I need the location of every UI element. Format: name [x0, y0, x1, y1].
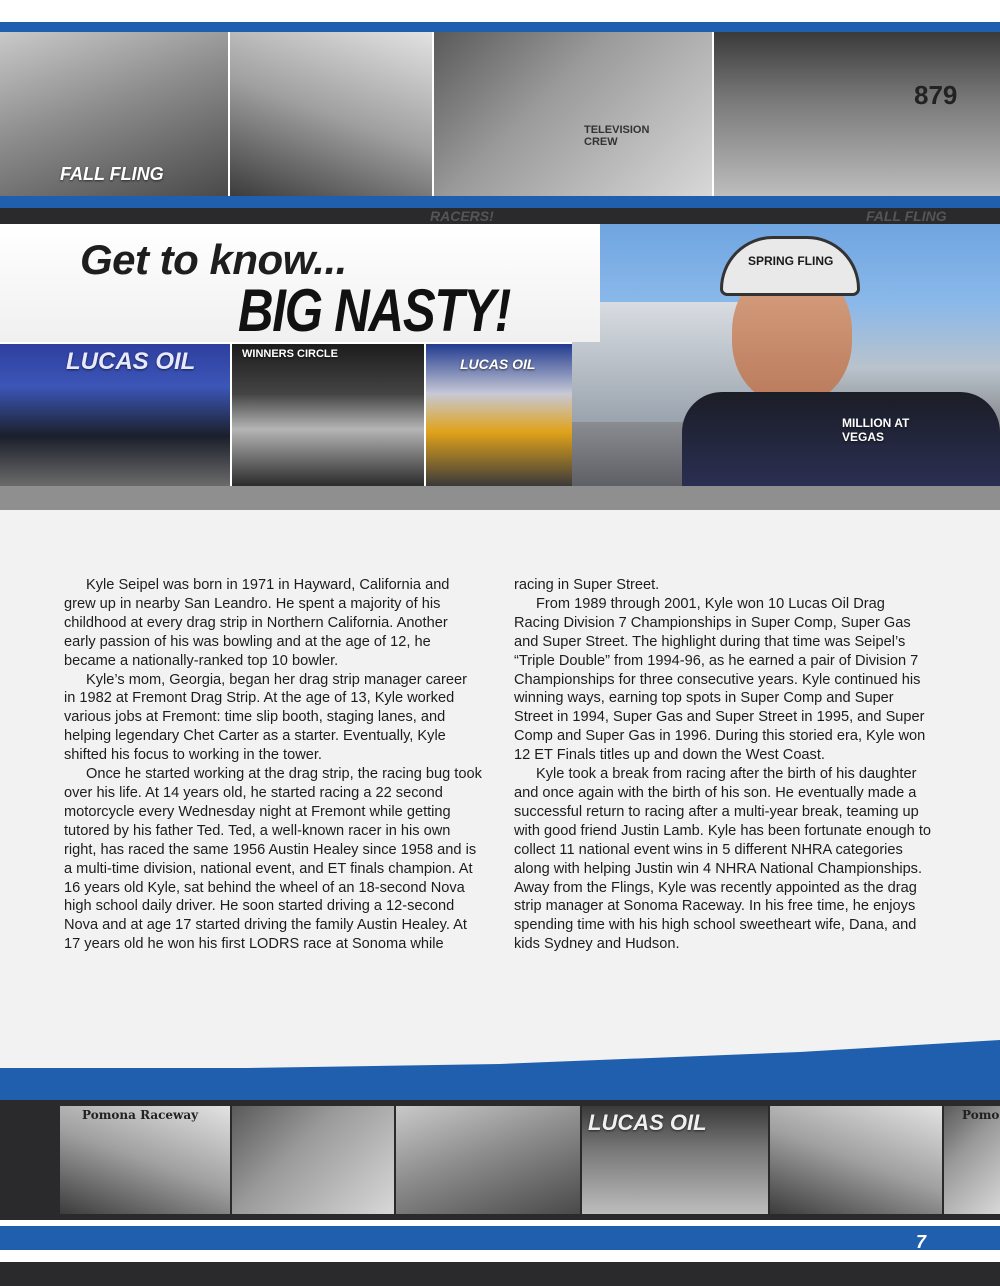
mid-photo-1-label: LUCAS OIL	[66, 348, 196, 375]
article-paragraph: Once he started working at the drag strip, the racing bug took over his life. At 14 years old, he started racing a 22 second motorcycle every Wednesday night at Fremont while getting tutored by his father Ted. Ted, a well-known racer in his own right, has raced the same 1956 Austin Healey since 1958 and is a multi-time division, national event, and ET finals champion. At 16 years old Kyle, sat behind the wheel of an 18-second Nova high school daily driver. He soon started driving a 12-second Nova and at age 17 started driving the family Austin Healey. At 17 years old he won his first LODRS race at Sonoma while	[64, 766, 482, 953]
mid-photo-2	[232, 344, 424, 486]
mid-photo-2-label: WINNERS CIRCLE	[242, 348, 338, 360]
top-photo-3	[434, 32, 712, 196]
mid-gray-band	[0, 486, 1000, 512]
top-photo-3-label: TELEVISION CREW	[584, 124, 650, 148]
bottom-blue-band	[0, 1068, 1000, 1100]
bottom-photo-6-label: Pomo	[962, 1108, 1000, 1122]
racers-banner	[0, 208, 1000, 224]
bottom-photo-5	[770, 1106, 942, 1214]
title-big-nasty: BIG NASTY!	[238, 277, 510, 344]
article-paragraph: Kyle took a break from racing after the birth of his daughter and once again with the birth of his son. He eventually made a successful return to racing after a multi-year break, teaming up with good friend Justin Lamb. Kyle has been fortunate enough to collect 11 national event wins in 5 different NHRA categories along with helping Justin win 4 NHRA National Championships. Away from the Flings, Kyle was recently appointed as the drag strip manager at Sonoma Raceway. In his free time, he enjoys spending time with his high school sweetheart wife, Dana, and kids Sydney and Hudson.	[514, 766, 932, 953]
hero-cap-text: SPRING FLING	[748, 254, 834, 268]
hero-photo	[572, 224, 1000, 486]
page-number-bar	[0, 1226, 1000, 1250]
article-column-right	[514, 576, 934, 954]
footer-dark-bar	[0, 1262, 1000, 1286]
top-accent-bar	[0, 22, 1000, 32]
article-paragraph: Kyle’s mom, Georgia, began her drag strip manager career in 1982 at Fremont Drag Strip. At the age of 13, Kyle worked various jobs at Fremont: time slip booth, staging lanes, and helping legendary Chet Carter as a starter. Eventually, Kyle shifted his focus to working in the tower.	[64, 671, 467, 764]
article-paragraph-continued: racing in Super Street.	[514, 577, 660, 593]
bottom-photo-2	[232, 1106, 394, 1214]
hero-shirt-text: MILLION AT VEGAS	[842, 416, 910, 444]
top-photo-1-label: FALL FLING	[60, 164, 164, 184]
bottom-photo-4	[582, 1106, 768, 1214]
mid-photo-1	[0, 344, 230, 486]
top-photo-bottom-bar	[0, 196, 1000, 208]
bottom-photo-3	[396, 1106, 580, 1214]
top-photo-4	[714, 32, 1000, 196]
fall-fling-banner-text: FALL FLING	[866, 208, 947, 224]
hero-shirt	[682, 392, 1000, 486]
bottom-photo-6	[944, 1106, 1000, 1214]
top-photo-1	[0, 32, 228, 196]
bottom-photo-1-label: Pomona Raceway	[82, 1108, 199, 1122]
mid-photo-3-label: LUCAS OIL	[460, 356, 536, 372]
mid-photo-3	[426, 344, 572, 486]
page-number: 7	[916, 1232, 927, 1252]
article-column-left	[64, 576, 482, 954]
bottom-photo-1	[60, 1106, 230, 1214]
title-get-to-know: Get to know...	[80, 236, 347, 283]
racers-banner-text: RACERS!	[430, 208, 494, 224]
top-photo-4-label: 879	[914, 80, 958, 110]
bottom-photo-4-label: LUCAS OIL	[588, 1110, 707, 1135]
article-paragraph: From 1989 through 2001, Kyle won 10 Lucas Oil Drag Racing Division 7 Championships in Super Comp, Super Gas and Super Street. The highlight during that time was Seipel’s “Triple Double” from 1994-96, as he earned a pair of Division 7 Championships for three consecutive years. Kyle continued his winning ways, earning top spots in Super Comp and Super Street in 1994, Super Gas and Super Street in 1995, and Super Comp and Super Gas in 1996. During this storied era, Kyle won 12 ET Finals titles up and down the West Coast.	[514, 595, 926, 764]
article-paragraph: Kyle Seipel was born in 1971 in Hayward, California and grew up in nearby San Leandro. He spent a majority of his childhood at every drag strip in Northern California. Another early passion of his was bowling and at the age of 12, he became a nationally-ranked top 10 bowler.	[64, 577, 450, 669]
top-photo-2	[230, 32, 432, 196]
